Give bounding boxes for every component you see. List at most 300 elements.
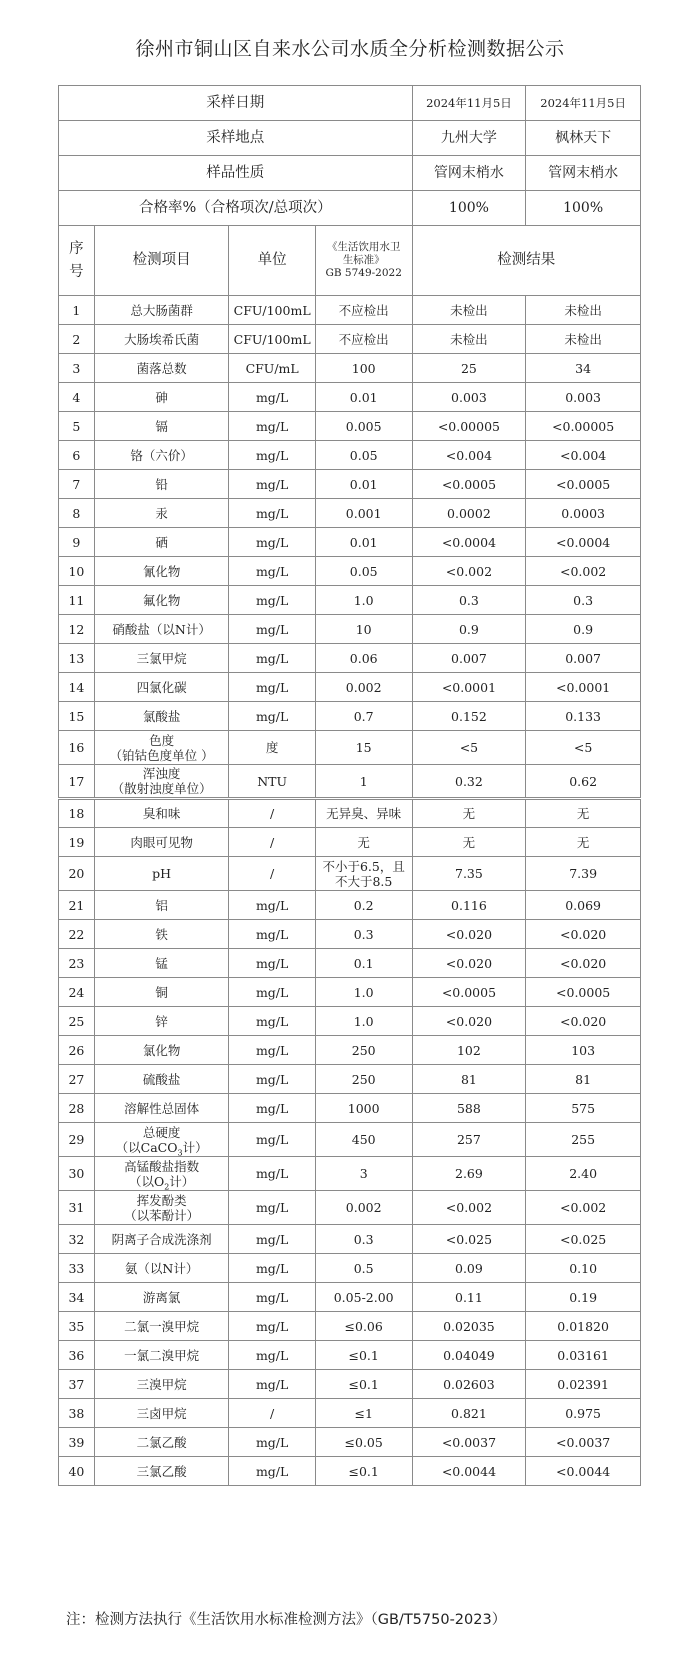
table-row bbox=[59, 441, 641, 470]
standard-limit: 不应检出 bbox=[315, 296, 412, 325]
unit: mg/L bbox=[229, 1065, 315, 1094]
row-number: 27 bbox=[59, 1065, 95, 1094]
result-site-1: 0.09 bbox=[412, 1254, 526, 1283]
result-site-2: 0.01820 bbox=[526, 1312, 641, 1341]
result-site-2: <5 bbox=[526, 731, 641, 765]
table-row bbox=[59, 586, 641, 615]
item-name: 铝 bbox=[94, 891, 229, 920]
row-number: 33 bbox=[59, 1254, 95, 1283]
unit: mg/L bbox=[229, 1123, 315, 1157]
standard-limit: 0.7 bbox=[315, 702, 412, 731]
item-name bbox=[94, 1123, 229, 1157]
result-site-2: 0.0003 bbox=[526, 499, 641, 528]
table-row bbox=[59, 383, 641, 412]
row-number: 8 bbox=[59, 499, 95, 528]
standard-limit: 0.002 bbox=[315, 673, 412, 702]
result-site-2: <0.0005 bbox=[526, 978, 641, 1007]
result-site-2: 0.62 bbox=[526, 765, 641, 799]
water-quality-table bbox=[58, 85, 641, 1486]
standard-limit: 0.005 bbox=[315, 412, 412, 441]
item-name-line1: 色度 bbox=[149, 732, 175, 748]
row-number: 9 bbox=[59, 528, 95, 557]
result-site-1: 0.04049 bbox=[412, 1341, 526, 1370]
unit: / bbox=[229, 1399, 315, 1428]
result-site-1: <0.020 bbox=[412, 1007, 526, 1036]
result-site-1: 无 bbox=[412, 799, 526, 828]
table-row bbox=[59, 1157, 641, 1191]
item-name bbox=[94, 765, 229, 799]
unit: mg/L bbox=[229, 891, 315, 920]
result-site-2: <0.00005 bbox=[526, 412, 641, 441]
result-site-2: 未检出 bbox=[526, 325, 641, 354]
row-number: 16 bbox=[59, 731, 95, 765]
unit: mg/L bbox=[229, 1157, 315, 1191]
result-site-2: 575 bbox=[526, 1094, 641, 1123]
result-site-2: <0.0005 bbox=[526, 470, 641, 499]
table-row bbox=[59, 354, 641, 383]
item-name: 氯化物 bbox=[94, 1036, 229, 1065]
table-row bbox=[59, 1123, 641, 1157]
result-site-2: 0.975 bbox=[526, 1399, 641, 1428]
table-row bbox=[59, 1370, 641, 1399]
item-name: 砷 bbox=[94, 383, 229, 412]
item-name-line2-b: 计） bbox=[182, 1139, 208, 1155]
result-site-2: 0.007 bbox=[526, 644, 641, 673]
result-site-1: 81 bbox=[412, 1065, 526, 1094]
standard-limit: 1.0 bbox=[315, 978, 412, 1007]
item-name: 硒 bbox=[94, 528, 229, 557]
sample-nature-label: 样品性质 bbox=[59, 156, 413, 191]
result-site-2: 103 bbox=[526, 1036, 641, 1065]
pass-rate-label: 合格率%（合格项次/总项次） bbox=[59, 191, 413, 226]
unit: mg/L bbox=[229, 1283, 315, 1312]
standard-limit: 1.0 bbox=[315, 586, 412, 615]
standard-limit: 0.05-2.00 bbox=[315, 1283, 412, 1312]
row-number: 31 bbox=[59, 1191, 95, 1225]
result-site-2: <0.020 bbox=[526, 949, 641, 978]
standard-limit: 无 bbox=[315, 828, 412, 857]
standard-limit-line1: 不小于6.5，且 bbox=[322, 858, 405, 874]
item-name: 二氯一溴甲烷 bbox=[94, 1312, 229, 1341]
result-site-2: 34 bbox=[526, 354, 641, 383]
item-name-line2-b: 计） bbox=[169, 1173, 195, 1189]
result-site-1: <0.0037 bbox=[412, 1428, 526, 1457]
standard-limit: 1000 bbox=[315, 1094, 412, 1123]
result-site-1: <0.020 bbox=[412, 920, 526, 949]
item-name: 三氯乙酸 bbox=[94, 1457, 229, 1486]
result-site-1: 未检出 bbox=[412, 296, 526, 325]
result-site-1: 0.116 bbox=[412, 891, 526, 920]
result-site-1: 257 bbox=[412, 1123, 526, 1157]
item-name: 铅 bbox=[94, 470, 229, 499]
table-row bbox=[59, 891, 641, 920]
result-site-1: 0.02035 bbox=[412, 1312, 526, 1341]
result-site-1: <0.002 bbox=[412, 1191, 526, 1225]
unit: mg/L bbox=[229, 1191, 315, 1225]
result-site-2: <0.020 bbox=[526, 1007, 641, 1036]
col-header-standard-3: GB 5749-2022 bbox=[325, 267, 402, 279]
table-row bbox=[59, 644, 641, 673]
unit: mg/L bbox=[229, 1428, 315, 1457]
result-site-2: 81 bbox=[526, 1065, 641, 1094]
unit: mg/L bbox=[229, 1007, 315, 1036]
item-name-line1: 总硬度 bbox=[142, 1124, 181, 1140]
standard-limit: 250 bbox=[315, 1036, 412, 1065]
unit: mg/L bbox=[229, 702, 315, 731]
item-name: 三氯甲烷 bbox=[94, 644, 229, 673]
item-name: 氯酸盐 bbox=[94, 702, 229, 731]
item-name: 溶解性总固体 bbox=[94, 1094, 229, 1123]
standard-limit: 0.2 bbox=[315, 891, 412, 920]
item-name: 汞 bbox=[94, 499, 229, 528]
result-site-1: 0.02603 bbox=[412, 1370, 526, 1399]
unit: mg/L bbox=[229, 470, 315, 499]
result-site-2: <0.004 bbox=[526, 441, 641, 470]
standard-limit: 0.002 bbox=[315, 1191, 412, 1225]
sampling-location-2: 枫林天下 bbox=[526, 121, 641, 156]
standard-limit: ≤0.06 bbox=[315, 1312, 412, 1341]
standard-limit: 100 bbox=[315, 354, 412, 383]
item-name: pH bbox=[94, 857, 229, 891]
result-site-1: 2.69 bbox=[412, 1157, 526, 1191]
unit: mg/L bbox=[229, 441, 315, 470]
result-site-2: 无 bbox=[526, 828, 641, 857]
result-site-2: 7.39 bbox=[526, 857, 641, 891]
row-number: 29 bbox=[59, 1123, 95, 1157]
unit: mg/L bbox=[229, 412, 315, 441]
pass-rate-row bbox=[59, 191, 641, 226]
unit: 度 bbox=[229, 731, 315, 765]
unit: mg/L bbox=[229, 1225, 315, 1254]
standard-limit: 0.01 bbox=[315, 528, 412, 557]
unit: CFU/100mL bbox=[229, 296, 315, 325]
row-number: 32 bbox=[59, 1225, 95, 1254]
table-row bbox=[59, 799, 641, 828]
result-site-2: 0.03161 bbox=[526, 1341, 641, 1370]
col-header-unit: 单位 bbox=[229, 226, 315, 296]
result-site-1: 未检出 bbox=[412, 325, 526, 354]
result-site-1: <0.0044 bbox=[412, 1457, 526, 1486]
result-site-2: 0.19 bbox=[526, 1283, 641, 1312]
col-header-seq-2: 号 bbox=[69, 263, 84, 280]
item-name: 四氯化碳 bbox=[94, 673, 229, 702]
table-row bbox=[59, 1007, 641, 1036]
result-site-1: 0.007 bbox=[412, 644, 526, 673]
item-name-subscript: 3 bbox=[177, 1148, 183, 1157]
standard-limit: 不应检出 bbox=[315, 325, 412, 354]
table-row bbox=[59, 470, 641, 499]
table-row bbox=[59, 1283, 641, 1312]
unit: CFU/100mL bbox=[229, 325, 315, 354]
result-site-1: 0.9 bbox=[412, 615, 526, 644]
table-row bbox=[59, 412, 641, 441]
row-number: 4 bbox=[59, 383, 95, 412]
unit: mg/L bbox=[229, 586, 315, 615]
standard-limit: 250 bbox=[315, 1065, 412, 1094]
row-number: 6 bbox=[59, 441, 95, 470]
result-site-1: <5 bbox=[412, 731, 526, 765]
table-row bbox=[59, 1254, 641, 1283]
row-number: 40 bbox=[59, 1457, 95, 1486]
row-number: 21 bbox=[59, 891, 95, 920]
pass-rate-2: 100% bbox=[526, 191, 641, 226]
item-name: 镉 bbox=[94, 412, 229, 441]
table-row bbox=[59, 1191, 641, 1225]
unit: mg/L bbox=[229, 615, 315, 644]
item-name: 氟化物 bbox=[94, 586, 229, 615]
row-number: 7 bbox=[59, 470, 95, 499]
item-name-subscript: 2 bbox=[164, 1182, 170, 1191]
table-row bbox=[59, 528, 641, 557]
item-name: 硝酸盐（以N计） bbox=[94, 615, 229, 644]
item-name-line1: 高锰酸盐指数 bbox=[124, 1158, 200, 1174]
unit: / bbox=[229, 799, 315, 828]
standard-limit-line2: 不大于8.5 bbox=[334, 873, 393, 889]
item-name-line2-a: （以CaCO bbox=[115, 1139, 178, 1155]
result-site-1: <0.002 bbox=[412, 557, 526, 586]
result-site-1: 0.3 bbox=[412, 586, 526, 615]
pass-rate-1: 100% bbox=[412, 191, 526, 226]
result-site-2: <0.0004 bbox=[526, 528, 641, 557]
standard-limit: ≤0.05 bbox=[315, 1428, 412, 1457]
table-row bbox=[59, 1428, 641, 1457]
item-name: 总大肠菌群 bbox=[94, 296, 229, 325]
result-site-2: 0.133 bbox=[526, 702, 641, 731]
item-name-line2: （散射浊度单位） bbox=[111, 781, 212, 796]
unit: / bbox=[229, 857, 315, 891]
unit: CFU/mL bbox=[229, 354, 315, 383]
unit: mg/L bbox=[229, 1341, 315, 1370]
standard-limit: 0.001 bbox=[315, 499, 412, 528]
item-name-line1: 挥发酚类 bbox=[136, 1192, 187, 1208]
item-name: 肉眼可见物 bbox=[94, 828, 229, 857]
table-row bbox=[59, 1225, 641, 1254]
row-number: 23 bbox=[59, 949, 95, 978]
row-number: 37 bbox=[59, 1370, 95, 1399]
row-number: 19 bbox=[59, 828, 95, 857]
sampling-location-1: 九州大学 bbox=[412, 121, 526, 156]
sampling-date-1: 2024年11月5日 bbox=[412, 86, 526, 121]
item-name: 氰化物 bbox=[94, 557, 229, 586]
standard-limit: 0.01 bbox=[315, 470, 412, 499]
standard-limit: 0.1 bbox=[315, 949, 412, 978]
table-row bbox=[59, 1341, 641, 1370]
row-number: 35 bbox=[59, 1312, 95, 1341]
table-row bbox=[59, 702, 641, 731]
row-number: 2 bbox=[59, 325, 95, 354]
row-number: 22 bbox=[59, 920, 95, 949]
standard-limit: 3 bbox=[315, 1157, 412, 1191]
unit: mg/L bbox=[229, 1370, 315, 1399]
col-header-standard-1: 《生活饮用水卫 bbox=[326, 241, 401, 253]
page-title: 徐州市铜山区自来水公司水质全分析检测数据公示 bbox=[135, 38, 565, 60]
result-site-2: 0.9 bbox=[526, 615, 641, 644]
result-site-2: <0.025 bbox=[526, 1225, 641, 1254]
result-site-2: <0.020 bbox=[526, 920, 641, 949]
row-number: 11 bbox=[59, 586, 95, 615]
unit: mg/L bbox=[229, 1254, 315, 1283]
table-row bbox=[59, 615, 641, 644]
col-header-seq bbox=[59, 226, 95, 296]
row-number: 30 bbox=[59, 1157, 95, 1191]
item-name bbox=[94, 1157, 229, 1191]
unit: mg/L bbox=[229, 557, 315, 586]
col-header-standard bbox=[315, 226, 412, 296]
sampling-date-label: 采样日期 bbox=[59, 86, 413, 121]
row-number: 34 bbox=[59, 1283, 95, 1312]
row-number: 3 bbox=[59, 354, 95, 383]
table-row bbox=[59, 557, 641, 586]
table-row bbox=[59, 1399, 641, 1428]
unit: mg/L bbox=[229, 920, 315, 949]
result-site-1: <0.0005 bbox=[412, 978, 526, 1007]
sampling-date-row bbox=[59, 86, 641, 121]
item-name: 臭和味 bbox=[94, 799, 229, 828]
table-row bbox=[59, 920, 641, 949]
row-number: 1 bbox=[59, 296, 95, 325]
result-site-1: 0.32 bbox=[412, 765, 526, 799]
standard-limit bbox=[315, 857, 412, 891]
table-row bbox=[59, 499, 641, 528]
result-site-2: <0.0044 bbox=[526, 1457, 641, 1486]
table-row bbox=[59, 828, 641, 857]
result-site-1: 0.11 bbox=[412, 1283, 526, 1312]
result-site-2: 0.003 bbox=[526, 383, 641, 412]
standard-limit: 10 bbox=[315, 615, 412, 644]
unit: mg/L bbox=[229, 1036, 315, 1065]
unit: mg/L bbox=[229, 644, 315, 673]
item-name: 铁 bbox=[94, 920, 229, 949]
col-header-standard-2: 生标准》 bbox=[342, 254, 385, 266]
item-name-line2: （以苯酚计） bbox=[124, 1207, 200, 1223]
table-row bbox=[59, 296, 641, 325]
result-site-1: 25 bbox=[412, 354, 526, 383]
sample-nature-1: 管网末梢水 bbox=[412, 156, 526, 191]
sample-nature-2: 管网末梢水 bbox=[526, 156, 641, 191]
unit: mg/L bbox=[229, 528, 315, 557]
row-number: 5 bbox=[59, 412, 95, 441]
col-header-result: 检测结果 bbox=[412, 226, 640, 296]
result-site-2: 未检出 bbox=[526, 296, 641, 325]
standard-limit: ≤0.1 bbox=[315, 1457, 412, 1486]
unit: / bbox=[229, 828, 315, 857]
unit: mg/L bbox=[229, 1094, 315, 1123]
standard-limit: ≤0.1 bbox=[315, 1370, 412, 1399]
item-name-line2-a: （以O bbox=[128, 1173, 165, 1189]
standard-limit: 0.3 bbox=[315, 1225, 412, 1254]
table-row bbox=[59, 765, 641, 799]
result-site-1: 102 bbox=[412, 1036, 526, 1065]
result-site-1: <0.0004 bbox=[412, 528, 526, 557]
item-name: 一氯二溴甲烷 bbox=[94, 1341, 229, 1370]
standard-limit: 0.3 bbox=[315, 920, 412, 949]
item-name-line2 bbox=[97, 1140, 227, 1155]
standard-limit: 15 bbox=[315, 731, 412, 765]
unit: mg/L bbox=[229, 673, 315, 702]
table-row bbox=[59, 1457, 641, 1486]
row-number: 39 bbox=[59, 1428, 95, 1457]
result-site-2: 0.069 bbox=[526, 891, 641, 920]
result-site-1: 0.821 bbox=[412, 1399, 526, 1428]
table-row bbox=[59, 1094, 641, 1123]
result-site-1: 0.0002 bbox=[412, 499, 526, 528]
row-number: 25 bbox=[59, 1007, 95, 1036]
result-site-1: 0.152 bbox=[412, 702, 526, 731]
result-site-1: <0.025 bbox=[412, 1225, 526, 1254]
result-site-2: <0.0037 bbox=[526, 1428, 641, 1457]
unit: mg/L bbox=[229, 1457, 315, 1486]
standard-limit: 无异臭、异味 bbox=[315, 799, 412, 828]
table-row bbox=[59, 857, 641, 891]
item-name-line2 bbox=[97, 1174, 227, 1189]
standard-limit: 0.05 bbox=[315, 557, 412, 586]
result-site-2: 0.02391 bbox=[526, 1370, 641, 1399]
item-name-line1: 浑浊度 bbox=[142, 766, 181, 781]
unit: mg/L bbox=[229, 499, 315, 528]
item-name: 氨（以N计） bbox=[94, 1254, 229, 1283]
standard-limit: 0.5 bbox=[315, 1254, 412, 1283]
result-site-1: 588 bbox=[412, 1094, 526, 1123]
result-site-1: <0.004 bbox=[412, 441, 526, 470]
item-name: 锰 bbox=[94, 949, 229, 978]
table-row bbox=[59, 978, 641, 1007]
item-name: 菌落总数 bbox=[94, 354, 229, 383]
item-name: 锌 bbox=[94, 1007, 229, 1036]
row-number: 38 bbox=[59, 1399, 95, 1428]
row-number: 12 bbox=[59, 615, 95, 644]
item-name: 铜 bbox=[94, 978, 229, 1007]
item-name: 铬（六价） bbox=[94, 441, 229, 470]
table-row bbox=[59, 673, 641, 702]
sampling-date-2: 2024年11月5日 bbox=[526, 86, 641, 121]
unit: NTU bbox=[229, 765, 315, 799]
result-site-1: 7.35 bbox=[412, 857, 526, 891]
unit: mg/L bbox=[229, 1312, 315, 1341]
item-name: 硫酸盐 bbox=[94, 1065, 229, 1094]
sampling-location-label: 采样地点 bbox=[59, 121, 413, 156]
item-name: 阴离子合成洗涤剂 bbox=[94, 1225, 229, 1254]
row-number: 28 bbox=[59, 1094, 95, 1123]
sample-nature-row bbox=[59, 156, 641, 191]
standard-limit: 0.06 bbox=[315, 644, 412, 673]
result-site-2: 0.3 bbox=[526, 586, 641, 615]
row-number: 13 bbox=[59, 644, 95, 673]
item-name bbox=[94, 1191, 229, 1225]
item-name: 大肠埃希氏菌 bbox=[94, 325, 229, 354]
row-number: 36 bbox=[59, 1341, 95, 1370]
item-name: 三卤甲烷 bbox=[94, 1399, 229, 1428]
result-site-1: 0.003 bbox=[412, 383, 526, 412]
result-site-1: <0.00005 bbox=[412, 412, 526, 441]
result-site-1: 无 bbox=[412, 828, 526, 857]
item-name bbox=[94, 731, 229, 765]
table-row bbox=[59, 949, 641, 978]
item-name: 游离氯 bbox=[94, 1283, 229, 1312]
result-site-2: 2.40 bbox=[526, 1157, 641, 1191]
standard-limit: 0.05 bbox=[315, 441, 412, 470]
col-header-item: 检测项目 bbox=[94, 226, 229, 296]
result-site-2: 0.10 bbox=[526, 1254, 641, 1283]
standard-limit: 450 bbox=[315, 1123, 412, 1157]
footnote: 注：检测方法执行《生活饮用水标准检测方法》（GB/T5750-2023） bbox=[66, 1612, 507, 1628]
sampling-location-row bbox=[59, 121, 641, 156]
result-site-2: 无 bbox=[526, 799, 641, 828]
standard-limit: ≤1 bbox=[315, 1399, 412, 1428]
row-number: 17 bbox=[59, 765, 95, 799]
result-site-2: <0.002 bbox=[526, 557, 641, 586]
table-row bbox=[59, 1065, 641, 1094]
row-number: 18 bbox=[59, 799, 95, 828]
